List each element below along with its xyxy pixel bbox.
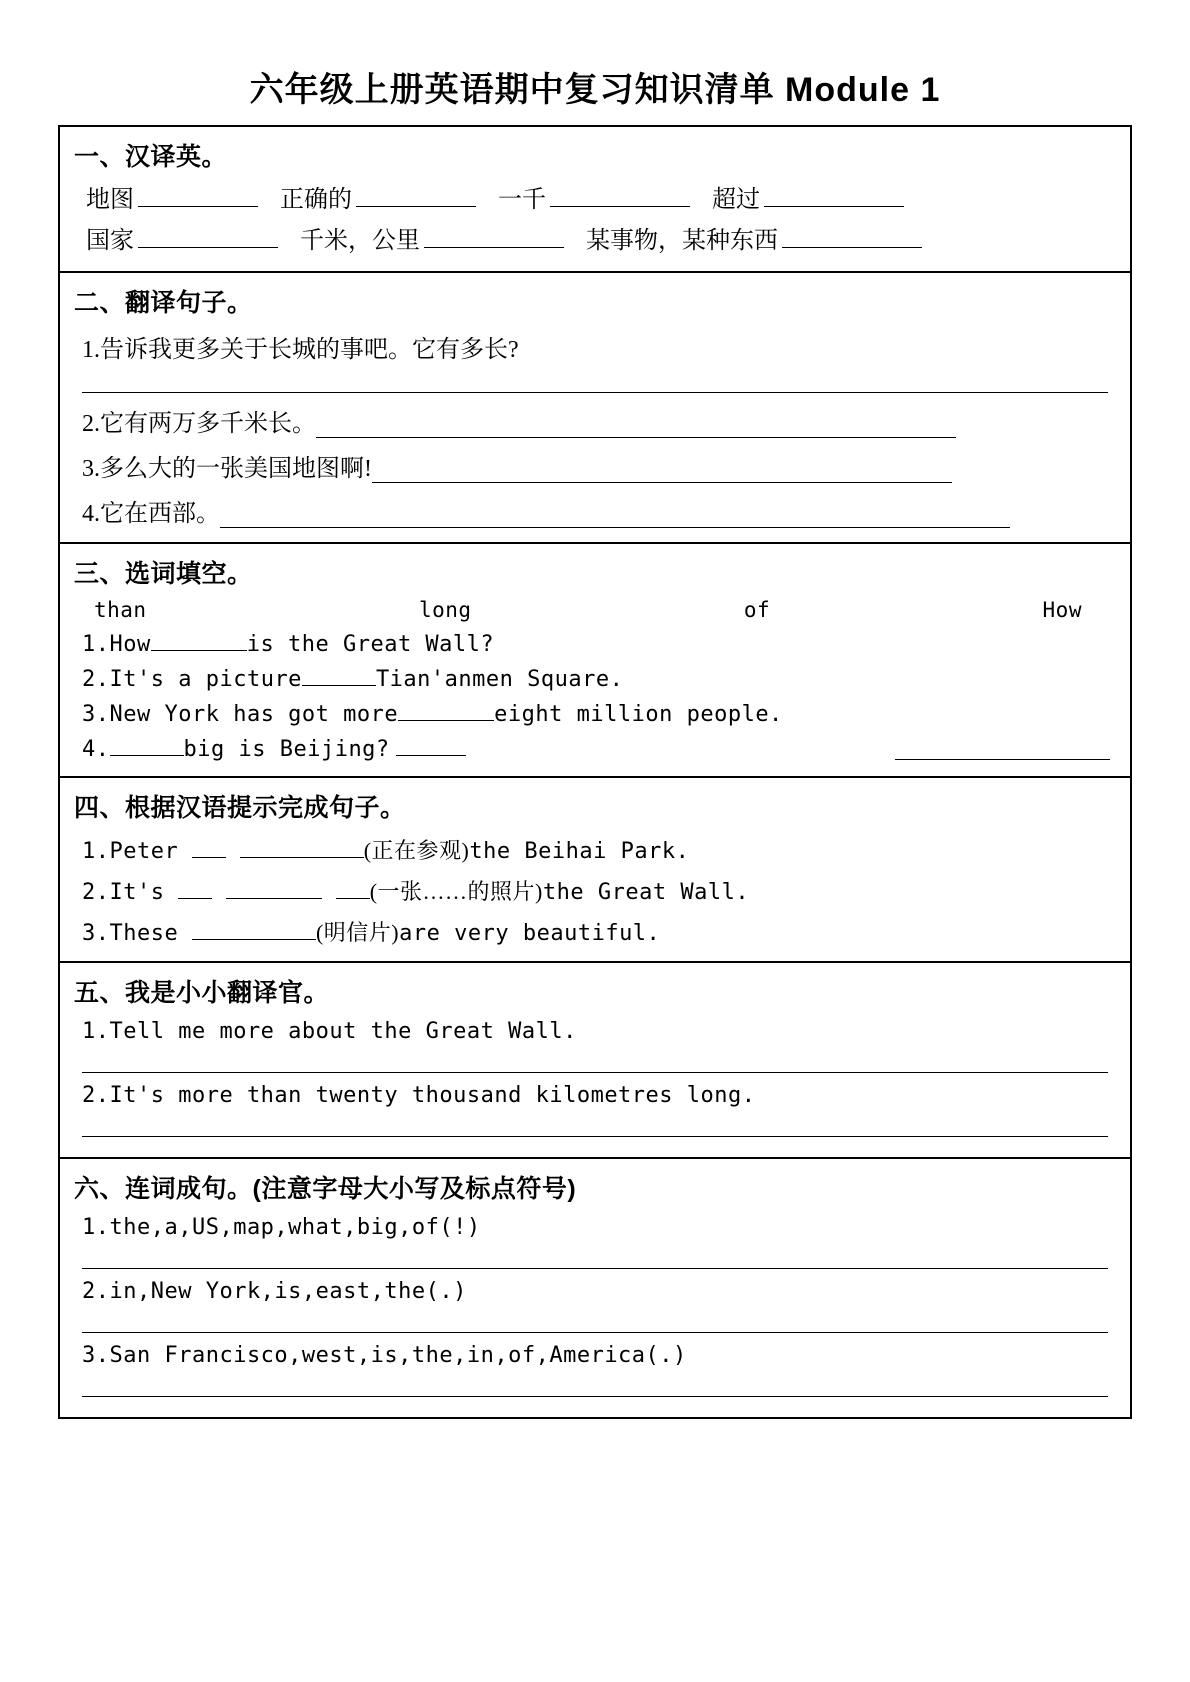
answer-blank[interactable] <box>151 650 247 651</box>
question-row <box>82 632 1116 657</box>
answer-blank[interactable] <box>302 685 376 686</box>
vocab-row <box>86 220 1116 255</box>
vocab-term: 国家 <box>86 228 134 254</box>
question-number: 1. <box>82 632 110 657</box>
question-text: These <box>109 921 179 946</box>
question-text: the Beihai Park. <box>469 839 690 864</box>
vocab-term: 地图 <box>86 187 134 213</box>
question-text: It's a picture <box>109 667 302 692</box>
question-row <box>82 702 1116 727</box>
question-text: 2.in,New York,is,east,the(.) <box>82 1279 467 1304</box>
answer-blank[interactable] <box>424 247 564 248</box>
answer-line[interactable] <box>316 411 956 438</box>
question-row <box>82 834 1116 865</box>
answer-line[interactable] <box>82 1332 1108 1333</box>
question-text: are very beautiful. <box>399 921 661 946</box>
section-heading: 三、选词填空。 <box>74 560 253 588</box>
section-heading: 六、连词成句。(注意字母大小写及标点符号) <box>74 1175 577 1203</box>
question-text: big is Beijing? <box>183 737 390 762</box>
question-number: 3. <box>82 921 110 946</box>
section-word-order <box>60 1159 1130 1417</box>
question-row <box>82 875 1116 906</box>
section-translate-words <box>60 127 1130 273</box>
word-bank-item: than <box>94 598 147 622</box>
question-number: 2. <box>82 667 110 692</box>
answer-blank[interactable] <box>336 898 370 899</box>
worksheet-table <box>58 125 1132 1419</box>
answer-line[interactable] <box>82 1136 1108 1137</box>
chinese-hint: (正在参观) <box>363 838 470 863</box>
question-text: It's <box>109 880 165 905</box>
question-text: 4.它在西部。 <box>82 501 220 527</box>
answer-blank[interactable] <box>782 247 922 248</box>
question-text: is the Great Wall? <box>246 632 495 657</box>
section-complete-from-chinese <box>60 778 1130 963</box>
section-heading: 二、翻译句子。 <box>74 289 253 317</box>
question-text: the Great Wall. <box>542 880 750 905</box>
word-bank-item: long <box>418 598 472 622</box>
vocab-row <box>86 179 1116 214</box>
chinese-hint: (一张……的照片) <box>369 879 543 904</box>
word-bank-item: How <box>1042 598 1082 622</box>
answer-blank[interactable] <box>356 206 476 207</box>
vocab-term: 正确的 <box>280 187 352 213</box>
question-number: 2. <box>82 880 110 905</box>
answer-blank[interactable] <box>138 206 258 207</box>
question-text: 1.告诉我更多关于长城的事吧。它有多长? <box>82 337 519 363</box>
answer-blank[interactable] <box>764 206 904 207</box>
answer-line[interactable] <box>372 456 952 483</box>
answer-blank[interactable] <box>398 720 494 721</box>
answer-line[interactable] <box>220 501 1010 528</box>
section-translator <box>60 963 1130 1159</box>
question-text: New York has got more <box>109 702 399 727</box>
answer-blank[interactable] <box>138 247 278 248</box>
answer-line[interactable] <box>82 1072 1108 1073</box>
question-number: 3. <box>82 702 110 727</box>
section-translate-sentences <box>60 273 1130 544</box>
question-text: 3.San Francisco,west,is,the,in,of,America(.) <box>82 1343 687 1368</box>
question-text: How <box>109 632 151 657</box>
question-text: 1.Tell me more about the Great Wall. <box>82 1019 577 1044</box>
question-row <box>82 916 1116 947</box>
answer-blank[interactable] <box>240 857 364 858</box>
section-heading: 一、汉译英。 <box>74 143 228 171</box>
question-number: 4. <box>82 737 110 762</box>
vocab-term: 千米，公里 <box>300 228 420 254</box>
section-heading: 四、根据汉语提示完成句子。 <box>74 794 406 822</box>
answer-line[interactable] <box>82 1396 1108 1397</box>
section-word-bank-fill <box>60 544 1130 778</box>
question-text: Tian'anmen Square. <box>375 667 624 692</box>
question-text: 3.多么大的一张美国地图啊! <box>82 456 372 482</box>
answer-blank[interactable] <box>192 857 226 858</box>
vocab-term: 一千 <box>498 187 546 213</box>
question-number: 1. <box>82 839 110 864</box>
question-row <box>82 493 1116 528</box>
question-text: 1.the,a,US,map,what,big,of(!) <box>82 1215 481 1240</box>
word-bank <box>94 598 1082 622</box>
answer-blank[interactable] <box>396 755 466 756</box>
vocab-term: 某事物，某种东西 <box>586 228 778 254</box>
word-bank-item: of <box>743 598 771 622</box>
vocab-term: 超过 <box>712 187 760 213</box>
question-row <box>82 667 1116 692</box>
page-title: 六年级上册英语期中复习知识清单 Module 1 <box>249 71 941 109</box>
answer-blank[interactable] <box>550 206 690 207</box>
question-row <box>82 403 1116 438</box>
question-text: Peter <box>109 839 179 864</box>
question-text: 2.它有两万多千米长。 <box>82 411 316 437</box>
chinese-hint: (明信片) <box>315 920 400 945</box>
question-text: eight million people. <box>494 702 783 727</box>
question-text: 2.It's more than twenty thousand kilometres long. <box>82 1083 756 1108</box>
answer-blank[interactable] <box>110 755 184 756</box>
answer-line[interactable] <box>82 1268 1108 1269</box>
section-heading: 五、我是小小翻译官。 <box>74 979 330 1007</box>
answer-blank[interactable] <box>226 898 322 899</box>
answer-blank[interactable] <box>192 939 316 940</box>
answer-line[interactable] <box>82 392 1108 393</box>
answer-line[interactable] <box>895 737 1110 760</box>
question-row <box>82 448 1116 483</box>
answer-blank[interactable] <box>178 898 212 899</box>
question-row <box>82 737 1116 762</box>
